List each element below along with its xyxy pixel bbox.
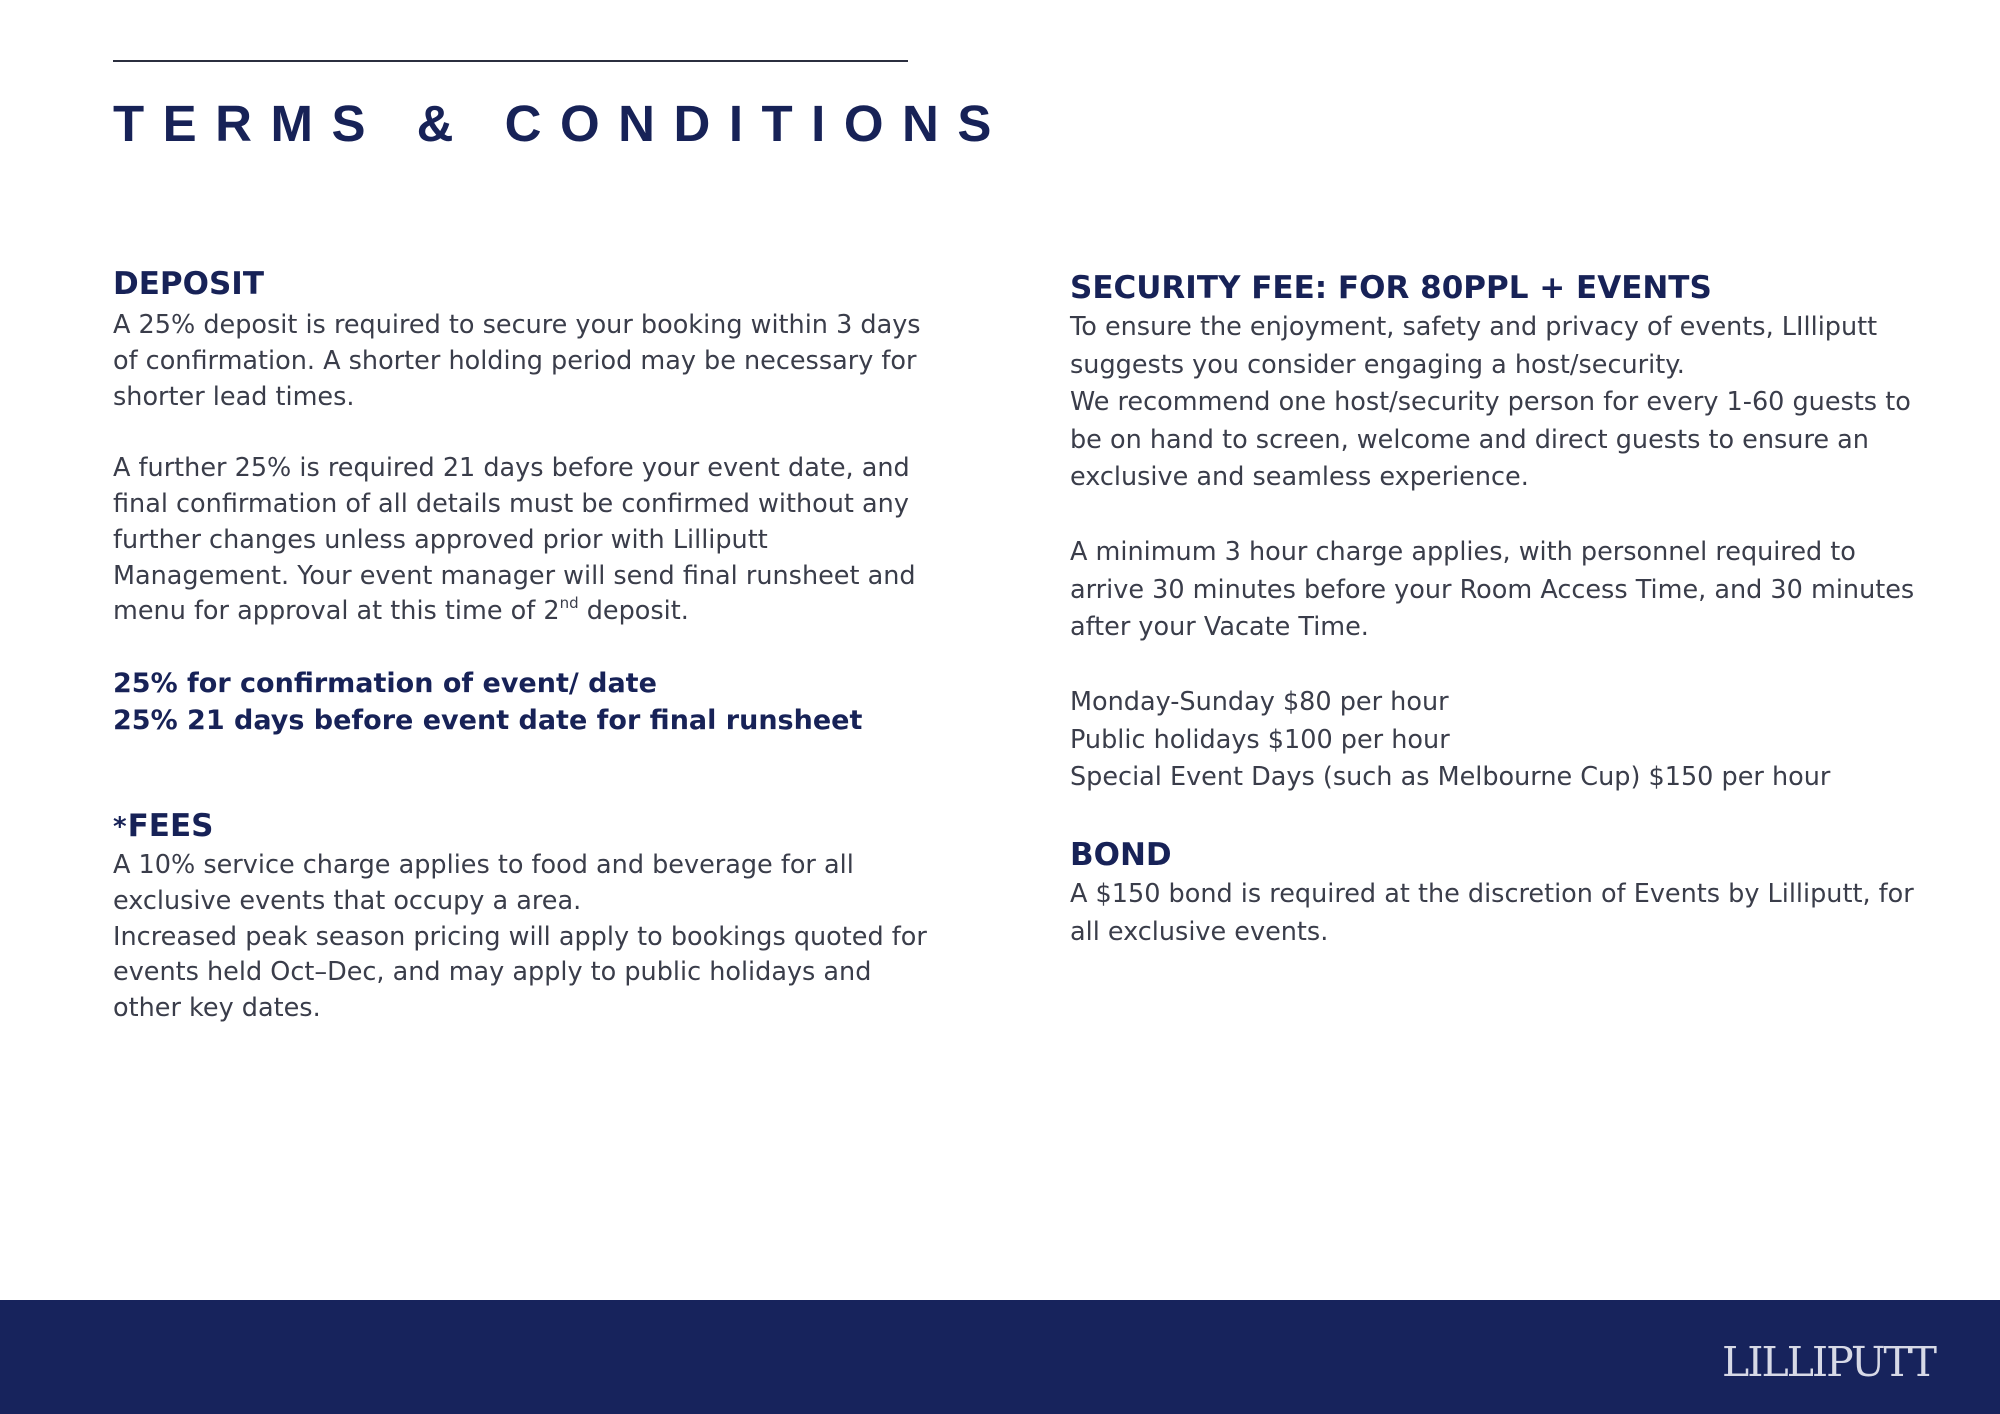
security-line: arrive 30 minutes before your Room Access Time, and 30 minutes	[1070, 574, 1915, 605]
security-section	[1070, 268, 1950, 797]
security-line: exclusive and seamless experience.	[1070, 462, 1529, 492]
paragraph-gap	[113, 415, 973, 451]
footer-band	[0, 1300, 2000, 1414]
fees-line: other key dates.	[113, 993, 321, 1024]
security-line: To ensure the enjoyment, safety and privacy of events, LIlliputt	[1070, 312, 1878, 342]
security-heading: SECURITY FEE: FOR 80PPL + EVENTS	[1070, 270, 1712, 306]
paragraph-gap	[1070, 647, 1950, 685]
security-line: A minimum 3 hour charge applies, with personnel required to	[1070, 537, 1856, 567]
fees-body	[113, 848, 973, 1027]
security-rate: Special Event Days (such as Melbourne Cup) $150 per hour	[1070, 762, 1831, 792]
lilliputt-logo: LILLIPUTT	[1722, 1338, 1935, 1386]
deposit-heading: DEPOSIT	[113, 266, 264, 302]
fees-line: Increased peak season pricing will apply to bookings quoted for	[113, 921, 927, 952]
deposit-line: further changes unless approved prior with Lilliputt	[113, 524, 768, 555]
bond-heading: BOND	[1070, 837, 1172, 873]
title-rule	[113, 60, 908, 62]
deposit-body	[113, 308, 973, 630]
fees-section	[113, 806, 973, 1027]
deposit-schedule-item: 25% 21 days before event date for final runsheet	[113, 704, 863, 736]
page-title: TERMS & CONDITIONS	[113, 95, 1010, 152]
bond-line: A $150 bond is required at the discretion of Events by Lilliputt, for	[1070, 879, 1914, 909]
bond-line: all exclusive events.	[1070, 916, 1329, 947]
deposit-line: shorter lead times.	[113, 381, 355, 412]
bond-body	[1070, 876, 1950, 951]
fees-line: events held Oct–Dec, and may apply to public holidays and	[113, 957, 872, 988]
deposit-line-start: menu for approval at this time of 2	[113, 596, 560, 627]
deposit-section	[113, 264, 973, 739]
deposit-line: final confirmation of all details must be confirmed without any	[113, 488, 909, 519]
deposit-line: Management. Your event manager will send final runsheet and	[113, 560, 916, 591]
fees-heading	[113, 806, 973, 847]
deposit-schedule	[113, 666, 973, 739]
fees-line: exclusive events that occupy a area.	[113, 885, 582, 916]
security-line: We recommend one host/security person for every 1-60 guests to	[1070, 387, 1911, 417]
bond-section	[1070, 835, 1950, 951]
deposit-line-end: deposit.	[578, 596, 689, 627]
paragraph-gap	[1070, 497, 1950, 535]
fees-heading-text: FEES	[127, 808, 214, 844]
deposit-line: A further 25% is required 21 days before your event date, and	[113, 453, 910, 484]
security-line: after your Vacate Time.	[1070, 612, 1369, 642]
security-line: suggests you consider engaging a host/security.	[1070, 349, 1685, 380]
security-body	[1070, 309, 1950, 797]
deposit-line	[113, 594, 973, 630]
security-rate: Public holidays $100 per hour	[1070, 724, 1450, 755]
ordinal-superscript: nd	[559, 593, 579, 612]
deposit-line: A 25% deposit is required to secure your booking within 3 days	[113, 310, 921, 340]
fees-line: A 10% service charge applies to food and beverage for all	[113, 850, 854, 880]
asterisk-icon: *	[113, 812, 127, 842]
security-rate: Monday-Sunday $80 per hour	[1070, 687, 1449, 717]
deposit-line: of confirmation. A shorter holding period may be necessary for	[113, 345, 917, 376]
security-line: be on hand to screen, welcome and direct guests to ensure an	[1070, 424, 1869, 455]
deposit-schedule-item: 25% for confirmation of event/ date	[113, 668, 657, 700]
